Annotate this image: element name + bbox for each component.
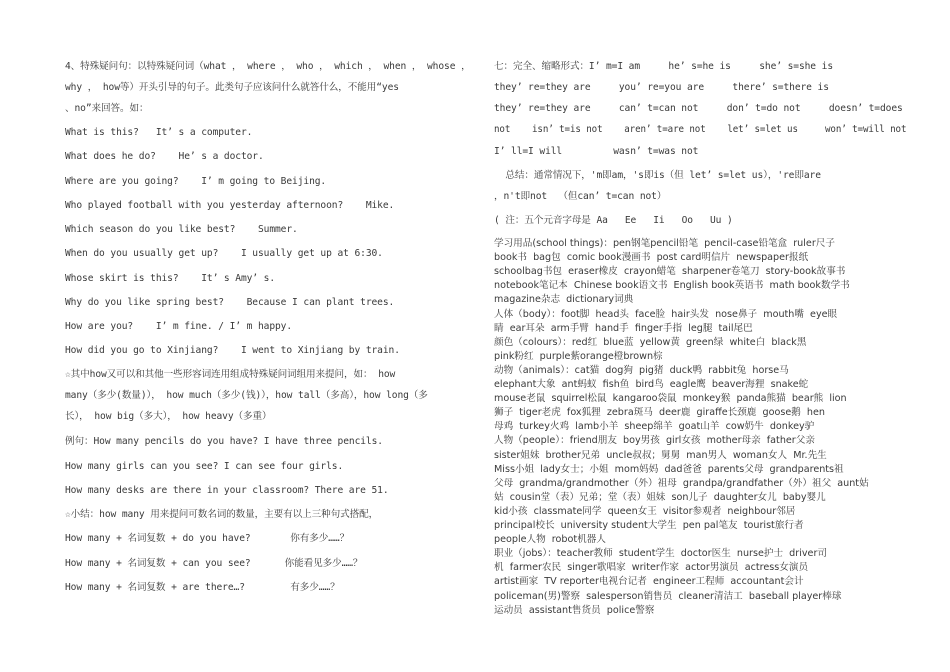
pattern-line: How many + 名词复数 + do you have? 你有多少……？	[65, 533, 350, 544]
vocabulary-line: 动物（animals）：cat猫 dog狗 pig猪 duck鸭 rabbit兔 horse马	[494, 364, 789, 376]
vocabulary-line: 人物（people）：friend朋友 boy男孩 girl女孩 mother母亲 father父亲	[494, 435, 815, 447]
vocabulary-line: notebook笔记本 Chinese book语文书 English book英语书 math book数学书	[494, 280, 850, 292]
example-line: Whose skirt is this? It’ s Amy’ s.	[65, 273, 276, 284]
example-line: How are you? I’ m fine. / I’ m happy.	[65, 321, 293, 332]
vocabulary-line: 机 farmer农民 singer歌唱家 writer作家 actor男演员 actress女演员	[494, 562, 809, 574]
vocabulary-line: book书 bag包 comic book漫画书 post card明信片 newspaper报纸	[494, 252, 809, 264]
vocabulary-line: 父母 grandma/grandmother（外）祖母 grandpa/grandfather（外）祖父 aunt姑	[494, 477, 869, 489]
vocabulary-line: kid小孩 classmate同学 queen女王 visitor参观者 neighbour邻居	[494, 505, 796, 517]
vocabulary-line: 职业（jobs）：teacher教师 student学生 doctor医生 nurse护士 driver司	[494, 548, 827, 560]
note-line-1: ☆其中how又可以和其他一些形容词连用组成特殊疑问词组用来提问，如： how	[65, 369, 396, 380]
heading-line-2: why ， how等）开头引导的句子。此类句子应该问什么就答什么，不能用“yes	[65, 82, 399, 93]
vocabulary-line: 人体（body）：foot脚 head头 face脸 hair头发 nose鼻子 mouth嘴 eye眼	[494, 308, 838, 320]
note-line-2: many（多少(数量)）， how much（多少(钱)），how tall（多高），how long（多	[65, 390, 428, 401]
example-line: What is this? It’ s a computer.	[65, 127, 253, 138]
contraction-line: not isn’ t=is not aren’ t=are not let’ s=let us won’ t=will not	[494, 124, 907, 135]
vocabulary-line: 狮子 tiger老虎 fox狐狸 zebra斑马 deer鹿 giraffe长颈鹿 goose鹅 hen	[494, 407, 825, 419]
contraction-line: they’ re=they are you’ re=you are there’ s=there is	[494, 82, 829, 93]
pattern-line: How many + 名词复数 + can you see? 你能看见多少……？	[65, 558, 363, 569]
example-line: Why do you like spring best? Because I can plant trees.	[65, 297, 395, 308]
example-line: How did you go to Xinjiang? I went to Xinjiang by train.	[65, 345, 400, 356]
vocabulary-line: 颜色（colours）：red红 blue蓝 yellow黄 green绿 white白 black黑	[494, 336, 807, 348]
vocabulary-line: Miss小姐 lady女士；小姐 mom妈妈 dad爸爸 parents父母 grandparents祖	[494, 463, 844, 475]
summary-line: ，n't即not （但can’ t=can not）	[494, 191, 667, 202]
example-line: Which season do you like best? Summer.	[65, 224, 298, 235]
example-line: Where are you going? I’ m going to Beijing.	[65, 176, 327, 187]
example-line: How many desks are there in your classroom? There are 51.	[65, 485, 389, 496]
vocabulary-line: mouse老鼠 squirrel松鼠 kangaroo袋鼠 monkey猴 panda熊猫 bear熊 lion	[494, 393, 847, 405]
pattern-line: How many + 名词复数 + are there…? 有多少……？	[65, 582, 340, 593]
example-line: Who played football with you yesterday afternoon? Mike.	[65, 200, 395, 211]
vocabulary-line: magazine杂志 dictionary词典	[494, 294, 634, 306]
vocabulary-line: 母鸡 turkey火鸡 lamb小羊 sheep绵羊 goat山羊 cow奶牛 donkey驴	[494, 421, 815, 433]
summary-line: 总结：通常情况下，'m即am，'s即is（但 let’ s=let us），'re即are	[494, 170, 821, 181]
vocabulary-line: pink粉红 purple紫orange橙brown棕	[494, 350, 663, 362]
summary-line: ☆小结：how many 用来提问可数名词的数量，主要有以上三种句式搭配，	[65, 509, 379, 520]
example-line: When do you usually get up? I usually get up at 6:30.	[65, 248, 383, 259]
vocabulary-line: policeman(男)警察 salesperson销售员 cleaner清洁工 baseball player棒球	[494, 590, 842, 602]
vocabulary-line: principal校长 university student大学生 pen pal笔友 tourist旅行者	[494, 520, 804, 531]
heading-line-1: 4、特殊疑问句：以特殊疑问词（what ， where ， who ， which ， when ， whose ，	[65, 61, 471, 72]
heading-line-3: 、no”来回答。如：	[65, 103, 149, 114]
vocabulary-line: 睛 ear耳朵 arm手臂 hand手 finger手指 leg腿 tail尾巴	[494, 322, 753, 334]
vocabulary-line: 运动员 assistant售货员 police警察	[494, 604, 655, 616]
contraction-line: they’ re=they are can’ t=can not don’ t=do not doesn’ t=does	[494, 103, 903, 114]
vocabulary-line: artist画家 TV reporter电视台记者 engineer工程师 accountant会计	[494, 576, 804, 588]
example-line: What does he do? He’ s a doctor.	[65, 151, 264, 162]
vowel-note: ( 注：五个元音字母是 Aa Ee Ii Oo Uu )	[494, 215, 733, 226]
example-intro: 例句：How many pencils do you have? I have three pencils.	[65, 436, 383, 447]
vocabulary-line: elephant大象 ant蚂蚁 fish鱼 bird鸟 eagle鹰 beaver海狸 snake蛇	[494, 379, 809, 390]
note-line-3: 长）， how big（多大）， how heavy（多重）	[65, 411, 272, 422]
contraction-line: 七：完全、缩略形式：I’ m=I am he’ s=he is she’ s=she is	[494, 61, 834, 72]
vocabulary-line: schoolbag书包 eraser橡皮 crayon蜡笔 sharpener卷笔刀 story-book故事书	[494, 266, 846, 278]
contraction-line: I’ ll=I will wasn’ t=was not	[494, 146, 699, 157]
vocabulary-line: sister姐妹 brother兄弟 uncle叔叔；舅舅 man男人 woman女人 Mr.先生	[494, 449, 827, 461]
vocabulary-line: people人物 robot机器人	[494, 534, 606, 546]
vocabulary-line: 姑 cousin堂（表）兄弟；堂（表）姐妹 son儿子 daughter女儿 baby婴儿	[494, 491, 826, 503]
vocabulary-line: 学习用品(school things)：pen钢笔pencil铅笔 pencil-case铅笔盒 ruler尺子	[494, 238, 835, 249]
example-line: How many girls can you see? I can see four girls.	[65, 461, 344, 472]
